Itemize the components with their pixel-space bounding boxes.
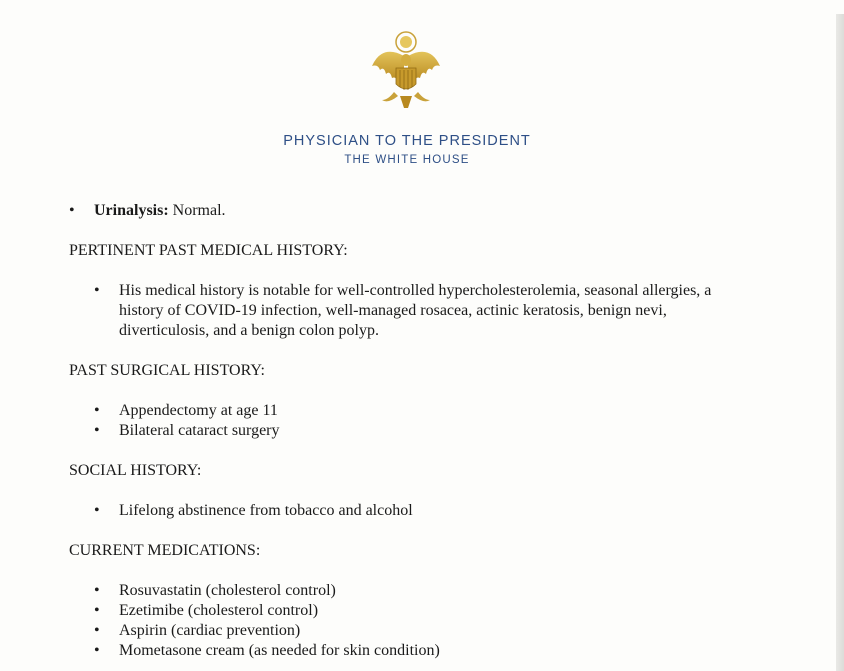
document-body [69, 201, 759, 661]
list-item-text: Appendectomy at age 11 [119, 402, 278, 419]
surgical-list [94, 401, 759, 441]
list-item-text: Mometasone cream (as needed for skin condition) [119, 642, 440, 659]
list-item-text: His medical history is notable for well-controlled hypercholesterolemia, seasonal allergies, a history of COVID-19 infection, well-managed rosacea, actinic keratosis, benign nevi, diverticulosis, and a benign colon polyp. [119, 282, 712, 339]
bullet: • [94, 282, 100, 299]
list-item [94, 281, 739, 341]
urinalysis-label: Urinalysis: [94, 202, 169, 219]
urinalysis-list [69, 201, 759, 221]
list-item-text: Aspirin (cardiac prevention) [119, 622, 301, 639]
past-medical-list [94, 281, 759, 341]
presidential-eagle-seal-icon [368, 30, 444, 110]
list-item-text: Bilateral cataract surgery [119, 422, 280, 439]
list-item [94, 621, 759, 641]
medications-list [94, 581, 759, 661]
bullet: • [69, 202, 75, 219]
list-item [94, 581, 759, 601]
letterhead-title: PHYSICIAN TO THE PRESIDENT [283, 133, 531, 149]
bullet: • [94, 602, 100, 619]
bullet: • [94, 622, 100, 639]
past-medical-heading: PERTINENT PAST MEDICAL HISTORY: [69, 242, 348, 259]
list-item-text: Lifelong abstinence from tobacco and alcohol [119, 502, 413, 519]
list-item [94, 601, 759, 621]
list-item-text: Ezetimibe (cholesterol control) [119, 602, 319, 619]
surgical-heading: PAST SURGICAL HISTORY: [69, 362, 265, 379]
social-list [94, 501, 759, 521]
bullet: • [94, 582, 100, 599]
list-item-text: Rosuvastatin (cholesterol control) [119, 582, 336, 599]
bullet: • [94, 402, 100, 419]
letterhead-subtitle: THE WHITE HOUSE [344, 154, 470, 166]
bullet: • [94, 422, 100, 439]
social-heading: SOCIAL HISTORY: [69, 462, 202, 479]
list-item [94, 501, 759, 521]
list-item [94, 421, 759, 441]
list-item [94, 401, 759, 421]
page-edge [836, 14, 844, 671]
bullet: • [94, 502, 100, 519]
list-item [94, 641, 759, 661]
urinalysis-item [69, 201, 759, 221]
urinalysis-value: Normal. [172, 202, 226, 219]
bullet: • [94, 642, 100, 659]
medications-heading: CURRENT MEDICATIONS: [69, 542, 261, 559]
